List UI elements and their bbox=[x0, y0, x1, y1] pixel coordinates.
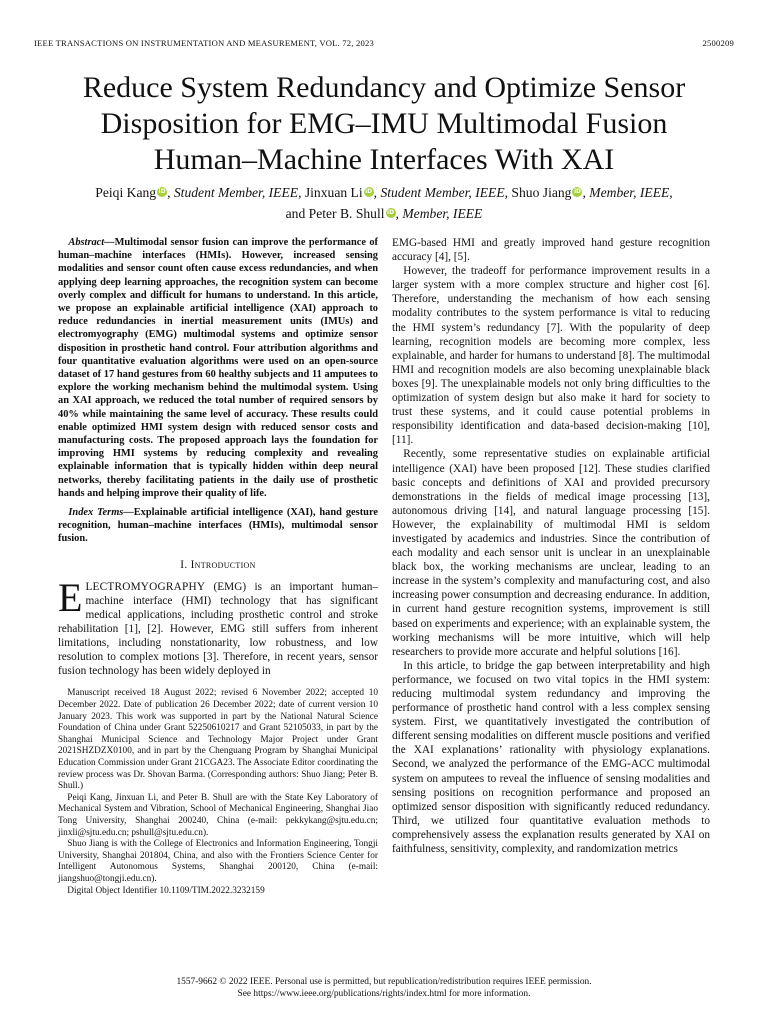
author-role-4: , Member, IEEE bbox=[395, 206, 483, 221]
author-line-1 bbox=[40, 182, 728, 203]
abstract-text: Multimodal sensor fusion can improve the performance of human–machine interfaces (HMIs). However, increased sensing modalities and sensor count often cause excess redundancies, and when applying deep learning approaches, the recognition system can become overly complex and difficult for humans to understand. In this article, we propose an explainable artificial intelligence (XAI) approach to reduce redundancies in inertial measurement units (IMUs) and electromyography (EMG) multimodal systems and optimize sensor disposition in prosthetic hand control. Four attribution algorithms and four quantitative evaluation algorithms were used on an open-source dataset of 17 hand gestures from 60 healthy subjects and 11 amputees to explore the working mechanism behind the multimodal system. Using an XAI approach, we reduced the total number of required sensors by 40% while maintaining the same level of accuracy. These results could enable optimized HMI system design with reduced sensor costs and manufacturing costs. The proposed approach lays the foundation for improving HMI systems by reducing complexity and revealing explainable information that is typically hidden within deep neural networks, thereby facilitating patients in the daily use of prosthetic hands and helping improve their quality of life. bbox=[58, 237, 378, 499]
author-name-3: Shuo Jiang bbox=[508, 185, 572, 200]
title-line-2: Disposition for EMG–IMU Multimodal Fusion bbox=[100, 107, 668, 140]
footnote-affiliation-1: Peiqi Kang, Jinxuan Li, and Peter B. Shull are with the State Key Laboratory of Mechanical System and Vibration, School of Mechanical Engineering, Shanghai Jiao Tong University, Shanghai 200240, China (e-mail: pekkykang@sjtu.edu.cn; jinxli@sjtu.edu.cn; pshull@sjtu.edu.cn). bbox=[58, 792, 378, 838]
paper-title bbox=[40, 70, 728, 178]
index-terms-text: Explainable artificial intelligence (XAI), hand gesture recognition, human–machine interfaces (HMIs), multimodal sensor fusion. bbox=[58, 507, 378, 545]
section-heading bbox=[58, 558, 378, 572]
left-column bbox=[58, 236, 378, 897]
footnote-manuscript: Manuscript received 18 August 2022; revised 6 November 2022; accepted 10 December 2022. Date of publication 26 December 2022; date of current version 10 January 2023. This work was supported in part by the National Natural Science Foundation of China under Grant 52250610217 and Grant 52105033, in part by the Shanghai Municipal Science and Technology Major Project under Grant 2021SHZDZX0100, and in part by the Chenguang Program by Shanghai Municipal Education Commission under Grant 21CGA23. The Associate Editor coordinating the review process was Dr. Shovan Barma. (Corresponding authors: Shuo Jiang; Peter B. Shull.) bbox=[58, 688, 379, 792]
copyright-notice bbox=[40, 976, 728, 1000]
author-role-3: , Member, IEEE, bbox=[582, 185, 673, 200]
title-line-3: Human–Machine Interfaces With XAI bbox=[153, 143, 615, 176]
right-column bbox=[392, 236, 710, 856]
orcid-icon[interactable]: iD bbox=[158, 188, 166, 195]
author-role-1: , Student Member, IEEE, bbox=[167, 185, 302, 200]
intro-caps: LECTROMYOGRAPHY bbox=[85, 580, 206, 593]
orcid-icon[interactable]: iD bbox=[573, 188, 581, 195]
author-line-2 bbox=[40, 203, 728, 224]
section-number: I. bbox=[180, 558, 188, 571]
index-terms bbox=[58, 506, 378, 546]
rights-link-line[interactable]: See https://www.ieee.org/publications/rights/index.html for more information. bbox=[237, 989, 531, 999]
drop-cap: E bbox=[58, 574, 83, 620]
footnotes bbox=[58, 688, 378, 897]
body-paragraph: In this article, to bridge the gap between interpretability and high performance, we focused on two vital topics in the HMI system: reducing multimodal system redundancy and improving the performance of prosthetic hand control with a less complex sensing system. First, we quantitatively investigated the contribution of different sensing modalities on different muscle positions and verified the XAI explanations’ rationality with physiology explanations. Second, we analyzed the performance of the EMG-ACC multimodal system on amputees to reveal the influence of sensing modalities and sensing positions on recognition performance and proposed an optimized sensor disposition with significantly reduced redundancy. Third, we utilized four quantitative evaluation methods to comprehensively assess the explanation results generated by XAI on faithfulness, sensitivity, complexity, and randomization metrics bbox=[392, 659, 710, 856]
orcid-icon[interactable]: iD bbox=[387, 209, 395, 216]
body-paragraph: Recently, some representative studies on explainable artificial intelligence (XAI) have been proposed [12]. These studies clarified basic concepts and definitions of XAI and provided precursory demonstrations in the fields of medical image processing [13], autonomous driving [14], and natural language processing [15]. However, the explainability of multimodal HMI is seldom investigated by academics and industries. Since the contribution of each modality and each sensor unit is unclear in an unexplainable black box, the working mechanisms are unclear, leading to an increase in the system’s complexity and manufacturing cost, and also increasing power consumption and decreasing endurance. In addition, in current hand gesture recognition systems, improvement is still based on experiments and experience; with an explainable system, the working mechanisms will be more intuitive, which will help researchers to provide more accurate and helpful solutions [16]. bbox=[392, 448, 710, 658]
author-role-2: , Student Member, IEEE, bbox=[373, 185, 509, 200]
author-name-4: and Peter B. Shull bbox=[285, 206, 385, 221]
author-name-1: Peiqi Kang bbox=[95, 185, 157, 200]
body-paragraph: EMG-based HMI and greatly improved hand gesture recognition accuracy [4], [5]. bbox=[392, 237, 710, 264]
index-terms-label: Index Terms— bbox=[68, 507, 134, 519]
title-line-1: Reduce System Redundancy and Optimize Sensor bbox=[82, 71, 686, 104]
footnote-doi[interactable]: Digital Object Identifier 10.1109/TIM.2022.3232159 bbox=[67, 885, 265, 896]
orcid-icon[interactable]: iD bbox=[365, 188, 373, 195]
running-head bbox=[34, 38, 734, 52]
author-list bbox=[40, 182, 728, 224]
intro-text: (EMG) is an important human–machine interface (HMI) technology that has significant medical applications, including prosthetic control and stroke rehabilitation [1], [2]. However, EMG still suffers from inherent limitations, including nonstationarity, low robustness, and low resolution to complex motions [3]. Therefore, in recent years, sensor fusion technology has been widely deployed in bbox=[58, 580, 378, 678]
abstract-label: Abstract— bbox=[68, 237, 115, 248]
article-number: 2500209 bbox=[702, 38, 734, 48]
abstract bbox=[58, 236, 378, 500]
footnote-affiliation-2: Shuo Jiang is with the College of Electronics and Information Engineering, Tongji University, Shanghai 201804, China, and also with the Frontiers Science Center for Intelligent Autonomous Systems, Shanghai 200120, China (e-mail: jiangshuo@tongji.edu.cn). bbox=[58, 839, 378, 884]
copyright-line: 1557-9662 © 2022 IEEE. Personal use is permitted, but republication/redistribution requires IEEE permission. bbox=[176, 977, 592, 987]
intro-paragraph bbox=[58, 574, 378, 679]
section-title: Introduction bbox=[190, 558, 256, 571]
journal-header: IEEE TRANSACTIONS ON INSTRUMENTATION AND MEASUREMENT, VOL. 72, 2023 bbox=[34, 38, 374, 48]
author-name-2: Jinxuan Li bbox=[301, 185, 363, 200]
body-paragraph: However, the tradeoff for performance improvement results in a larger system with a more complex structure and higher cost [6]. Therefore, understanding the mechanism of how each sensing modality contributes to the system performance is vital to reducing the HMI system’s redundancy [7]. With the popularity of deep learning, recognition models are becoming more complex, less explainable, and harder for humans to understand [8]. The multimodal HMI and recognition models are also becoming unexplainable black boxes [9]. The unexplainable models not only bring difficulties to the optimization of system design but also make it hard for society to trust these systems, and it could cause potential problems in responsibility identification and data-based decision-making [10], [11]. bbox=[392, 265, 710, 447]
